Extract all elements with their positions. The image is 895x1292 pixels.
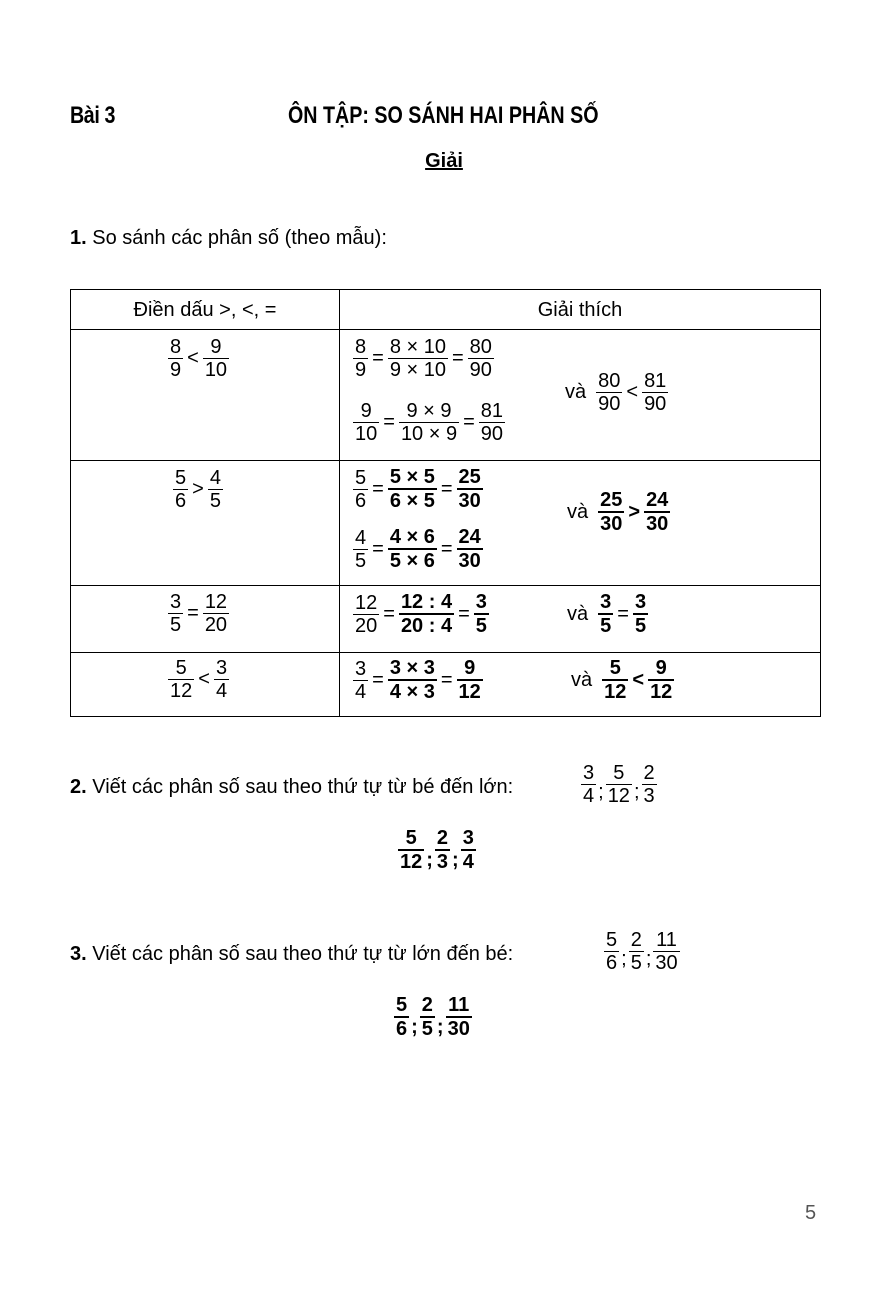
- table-row-1-comparison: $\frac{8}{9}$ < $\frac{9}{10}$: [170, 336, 228, 382]
- table-row-3-line-1: $\frac{12}{20}$ = $\frac{12 : 4}{20 : 4}$ = $\frac{3}{5}$: [355, 591, 487, 638]
- question-3-text: Viết các phân số sau theo thứ tự từ lớn đến bé:: [92, 943, 514, 965]
- table-row-3-comparison: $\frac{3}{5}$ = $\frac{12}{20}$: [170, 591, 228, 637]
- row-divider: [71, 585, 820, 586]
- table-row-2-comparison: $\frac{5}{6}$ > $\frac{4}{5}$: [175, 467, 221, 513]
- question-3-number: 3.: [70, 943, 87, 965]
- table-row-1-line-1: $\frac{8}{9}$ = $\frac{8 \times 10}{9 \times 10}$ = $\frac{80}{90}$: [355, 336, 492, 382]
- comparison-table: [70, 289, 821, 717]
- question-2-answer: $\frac{5}{12}$ ; $\frac{2}{3}$ ; $\frac{3}{4}$: [400, 827, 474, 874]
- page-title: ÔN TẬP: SO SÁNH HAI PHÂN SỐ: [288, 102, 599, 129]
- column-header-explanation: Giải thích: [537, 298, 623, 321]
- column-header-sign: Điền dấu >, <, =: [133, 298, 277, 321]
- row-divider: [71, 652, 820, 653]
- table-row-2-line-1: $\frac{5}{6}$ = $\frac{5 \times 5}{6 \times 5}$ = $\frac{25}{30}$: [355, 466, 481, 513]
- table-row-3-conclusion: và $\frac{3}{5}$ = $\frac{3}{5}$: [567, 591, 647, 638]
- page-number: 5: [805, 1202, 817, 1224]
- question-2-number: 2.: [70, 776, 87, 798]
- table-row-1-conclusion: và $\frac{80}{90}$ < $\frac{81}{90}$: [565, 370, 667, 416]
- fraction: $\frac{9}{10}$: [204, 336, 228, 382]
- question-2-text: Viết các phân số sau theo thứ tự từ bé đến lớn:: [92, 776, 514, 798]
- question-3-answer: $\frac{5}{6}$ ; $\frac{2}{5}$ ; $\frac{11}{30}$: [396, 994, 470, 1041]
- question-2: [70, 776, 513, 799]
- question-3: [70, 943, 513, 966]
- table-row-4-line-1: $\frac{3}{4}$ = $\frac{3 \times 3}{4 \times 3}$ = $\frac{9}{12}$: [355, 657, 481, 704]
- solution-heading: Giải: [425, 150, 463, 172]
- question-1: [70, 227, 387, 250]
- table-row-2-conclusion: và $\frac{25}{30}$ > $\frac{24}{30}$: [567, 489, 669, 536]
- lesson-label: Bài 3: [70, 102, 115, 129]
- table-row-4-conclusion: và $\frac{5}{12}$ < $\frac{9}{12}$: [571, 657, 673, 704]
- table-row-2-line-2: $\frac{4}{5}$ = $\frac{4 \times 6}{5 \times 6}$ = $\frac{24}{30}$: [355, 526, 481, 573]
- question-2-given-fractions: $\frac{3}{4}$ ; $\frac{5}{12}$ ; $\frac{2}{3}$: [583, 762, 655, 808]
- question-1-number: 1.: [70, 227, 87, 249]
- question-1-text: So sánh các phân số (theo mẫu):: [92, 227, 387, 249]
- question-3-given-fractions: $\frac{5}{6}$ ; $\frac{2}{5}$ ; $\frac{11}{30}$: [606, 929, 678, 975]
- row-divider: [71, 460, 820, 461]
- table-row-4-comparison: $\frac{5}{12}$ < $\frac{3}{4}$: [170, 657, 228, 703]
- table-row-1-line-2: $\frac{9}{10}$ = $\frac{9 \times 9}{10 \times 9}$ = $\frac{81}{90}$: [355, 400, 504, 446]
- fraction: $\frac{8}{9}$: [170, 336, 182, 382]
